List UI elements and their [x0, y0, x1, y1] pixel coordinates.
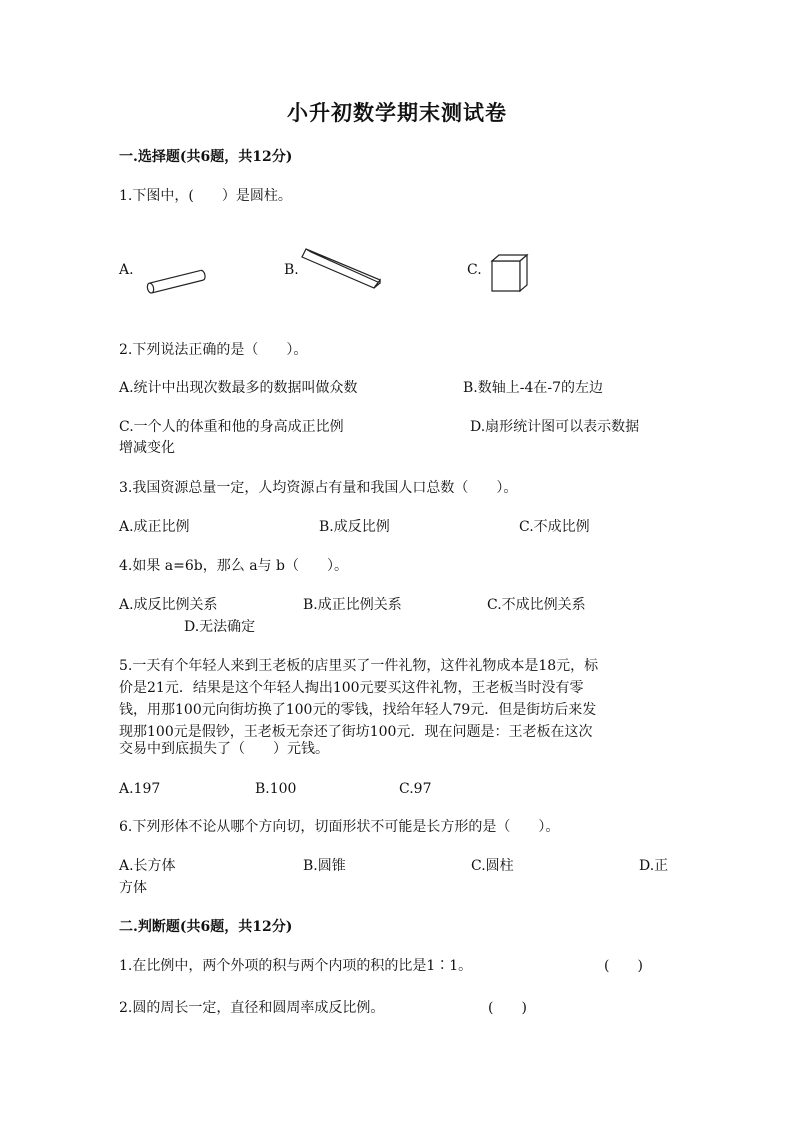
question-5-stem-line-3: 钱，用那100元向街坊换了100元的零钱，找给年轻人79元．但是街坊后来发 [119, 702, 597, 718]
section-heading-true-false: 二.判断题(共6题，共12分) [119, 919, 293, 935]
question-6-option-c: C.圆柱 [471, 858, 514, 874]
question-6-stem: 6.下列形体不论从哪个方向切，切面形状不可能是长方形的是（ ）。 [119, 819, 560, 835]
question-5-stem-line-1: 5.一天有个年轻人来到王老板的店里买了一件礼物，这件礼物成本是18元，标 [119, 658, 599, 674]
question-3-stem: 3.我国资源总量一定，人均资源占有量和我国人口总数（ ）。 [119, 480, 518, 496]
question-6-option-a: A.长方体 [119, 858, 176, 874]
tf-question-1-answer-blank: ( ) [604, 958, 643, 974]
question-6-option-b: B.圆锥 [303, 858, 346, 874]
tf-question-1-stem: 1.在比例中，两个外项的积与两个内项的积的比是1∶1。 [119, 958, 473, 974]
question-2-option-d: D.扇形统计图可以表示数据 [470, 419, 640, 435]
question-1-stem: 1.下图中，( ）是圆柱。 [119, 188, 292, 204]
question-3-option-b: B.成反比例 [319, 519, 390, 535]
question-4-option-b: B.成正比例关系 [303, 597, 402, 613]
question-5-stem-line-5: 交易中到底损失了（ ）元钱。 [119, 741, 329, 757]
question-4-option-d: D.无法确定 [184, 619, 256, 635]
question-3-option-c: C.不成比例 [519, 519, 590, 535]
question-1-option-b: B. [284, 262, 299, 278]
question-2-stem: 2.下列说法正确的是（ ）。 [119, 342, 308, 358]
question-6-option-d-continued: 方体 [119, 880, 147, 896]
question-1-option-a: A. [119, 262, 134, 278]
cylinder-rod-figure [140, 268, 210, 298]
tf-question-2-answer-blank: ( ) [488, 1000, 527, 1016]
question-5-option-c: C.97 [399, 781, 432, 797]
section-heading-choice: 一.选择题(共6题，共12分) [119, 149, 293, 165]
cube-figure [490, 253, 530, 293]
question-4-stem: 4.如果 a=6b，那么 a与 b（ ）。 [119, 558, 348, 574]
question-2-option-d-continued: 增减变化 [119, 440, 175, 456]
question-5-stem-line-2: 价是21元．结果是这个年轻人掏出100元要买这件礼物，王老板当时没有零 [119, 680, 584, 696]
triangular-prism-figure [300, 245, 385, 293]
tf-question-2-stem: 2.圆的周长一定，直径和圆周率成反比例。 [119, 1000, 385, 1016]
question-3-option-a: A.成正比例 [119, 519, 190, 535]
question-2-option-a: A.统计中出现次数最多的数据叫做众数 [119, 380, 358, 396]
question-6-option-d: D.正 [639, 858, 669, 874]
question-4-option-a: A.成反比例关系 [119, 597, 218, 613]
question-5-stem-line-4: 现那100元是假钞，王老板无奈还了街坊100元．现在问题是：王老板在这次 [119, 724, 593, 740]
question-2-option-b: B.数轴上-4在-7的左边 [463, 380, 604, 396]
question-2-option-c: C.一个人的体重和他的身高成正比例 [119, 419, 344, 435]
page-title: 小升初数学期末测试卷 [287, 100, 507, 125]
question-5-option-a: A.197 [119, 781, 161, 797]
question-1-option-c: C. [467, 262, 482, 278]
question-4-option-c: C.不成比例关系 [487, 597, 586, 613]
question-5-option-b: B.100 [255, 781, 297, 797]
